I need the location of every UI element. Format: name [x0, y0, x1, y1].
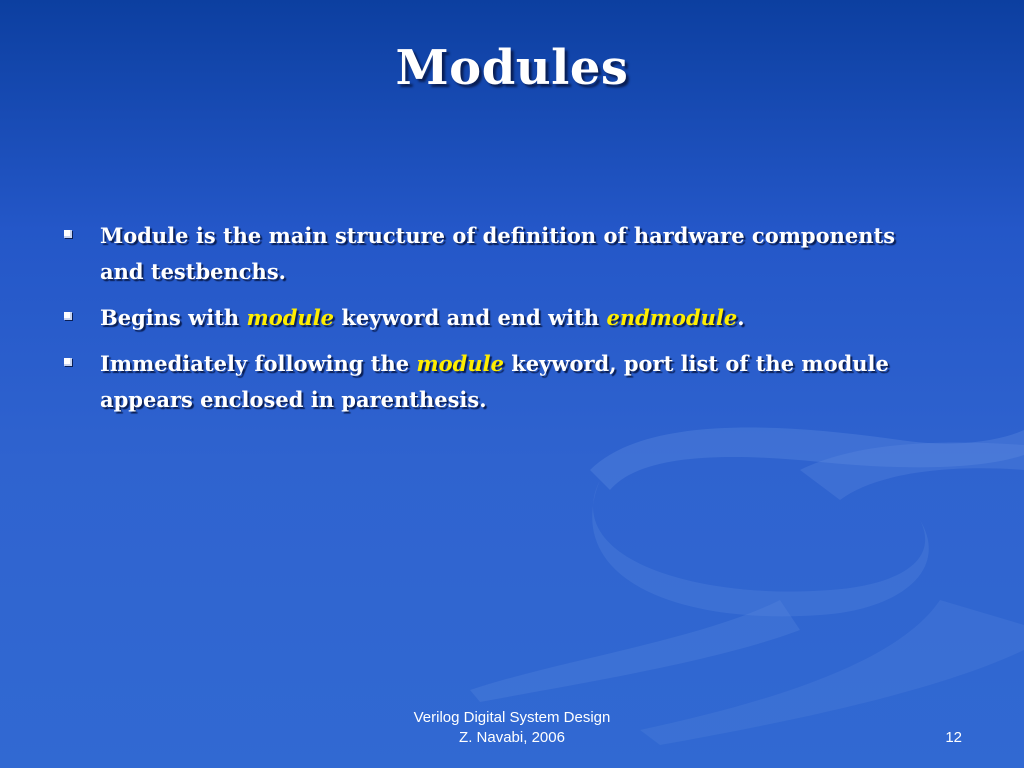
footer-author: Z. Navabi, 2006	[459, 729, 565, 746]
bullet-text: Immediately following the	[100, 351, 417, 376]
keyword-module: module	[246, 305, 335, 330]
square-bullet-icon	[64, 358, 72, 366]
square-bullet-icon	[64, 312, 72, 320]
bullet-text: .	[737, 305, 745, 330]
bullet-text: Begins with	[100, 305, 247, 330]
bullet-list	[62, 218, 942, 428]
bullet-item-begins-with	[62, 300, 942, 336]
bullet-item-module-definition	[62, 218, 942, 290]
slide-title: Modules	[395, 40, 629, 96]
keyword-endmodule: endmodule	[606, 305, 738, 330]
bullet-item-port-list	[62, 346, 942, 418]
bullet-text: keyword and end with	[334, 305, 607, 330]
bullet-text: keyword, port list of the module appears enclosed in parenthesis.	[100, 351, 889, 412]
footer-center	[312, 708, 712, 748]
footer-course: Verilog Digital System Design	[413, 709, 611, 726]
bullet-text: Module is the main structure of definition of hardware components and testbenchs.	[100, 223, 896, 284]
keyword-module: module	[416, 351, 504, 376]
square-bullet-icon	[64, 230, 72, 238]
slide-page-number: 12	[945, 729, 962, 746]
